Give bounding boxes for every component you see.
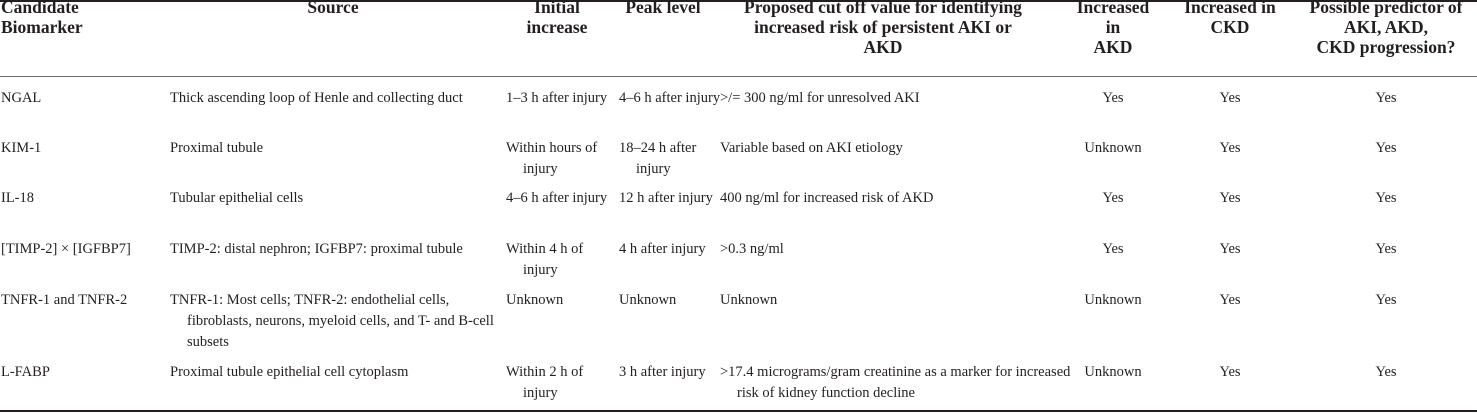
header-source: Source bbox=[307, 0, 359, 17]
cell-increased-akd: Yes bbox=[1102, 190, 1124, 206]
header-increased-ckd: Increased in CKD bbox=[1184, 0, 1276, 37]
cell-possible-predictor: Yes bbox=[1375, 292, 1397, 308]
cell-increased-ckd: Yes bbox=[1219, 364, 1241, 380]
cell-peak-level: Unknown bbox=[619, 292, 677, 308]
cell-biomarker: TNFR-1 and TNFR-2 bbox=[1, 292, 128, 308]
cell-initial-increase: 4–6 h after injury bbox=[506, 190, 608, 206]
cell-biomarker: L-FABP bbox=[1, 364, 50, 380]
cell-possible-predictor: Yes bbox=[1375, 241, 1397, 257]
cell-biomarker: IL-18 bbox=[1, 190, 35, 206]
cell-increased-akd: Unknown bbox=[1084, 140, 1142, 156]
cell-increased-ckd: Yes bbox=[1219, 241, 1241, 257]
cell-peak-level: 4 h after injury bbox=[619, 241, 706, 257]
header-peak-level: Peak level bbox=[625, 0, 701, 17]
cell-cutoff-value: >0.3 ng/ml bbox=[720, 241, 784, 257]
header-increased-akd: Increased in AKD bbox=[1076, 0, 1150, 57]
cell-cutoff-value: >/= 300 ng/ml for unresolved AKI bbox=[720, 90, 920, 106]
cell-source: Proximal tubule bbox=[170, 140, 264, 156]
cell-peak-level: 18–24 h after injury bbox=[619, 140, 697, 177]
cell-increased-ckd: Yes bbox=[1219, 140, 1241, 156]
cell-cutoff-value: Unknown bbox=[720, 292, 778, 308]
cell-possible-predictor: Yes bbox=[1375, 364, 1397, 380]
cell-source: TIMP-2: distal nephron; IGFBP7: proximal tubule bbox=[170, 241, 463, 257]
cell-initial-increase: Unknown bbox=[506, 292, 564, 308]
cell-biomarker: KIM-1 bbox=[1, 140, 42, 156]
cell-source: Thick ascending loop of Henle and collecting duct bbox=[170, 90, 463, 106]
cell-initial-increase: Within 2 h of injury bbox=[506, 364, 584, 401]
cell-possible-predictor: Yes bbox=[1375, 90, 1397, 106]
cell-increased-ckd: Yes bbox=[1219, 190, 1241, 206]
cell-peak-level: 12 h after injury bbox=[619, 190, 713, 206]
header-initial-increase: Initial increase bbox=[526, 0, 588, 37]
cell-increased-akd: Yes bbox=[1102, 90, 1124, 106]
cell-biomarker: NGAL bbox=[1, 90, 42, 106]
header-divider bbox=[0, 76, 1477, 77]
table-bottom-rule bbox=[0, 410, 1477, 412]
cell-increased-akd: Unknown bbox=[1084, 292, 1142, 308]
cell-possible-predictor: Yes bbox=[1375, 190, 1397, 206]
cell-biomarker: [TIMP-2] × [IGFBP7] bbox=[1, 241, 131, 257]
cell-initial-increase: Within 4 h of injury bbox=[506, 241, 584, 278]
cell-possible-predictor: Yes bbox=[1375, 140, 1397, 156]
cell-increased-akd: Yes bbox=[1102, 241, 1124, 257]
cell-initial-increase: Within hours of injury bbox=[506, 140, 598, 177]
header-possible-predictor: Possible predictor of AKI, AKD, CKD progression? bbox=[1309, 0, 1463, 57]
cell-cutoff-value: Variable based on AKI etiology bbox=[720, 140, 903, 156]
cell-initial-increase: 1–3 h after injury bbox=[506, 90, 608, 106]
header-candidate-biomarker: Candidate Biomarker bbox=[1, 0, 83, 37]
cell-source: Proximal tubule epithelial cell cytoplasm bbox=[170, 364, 409, 380]
cell-cutoff-value: >17.4 micrograms/gram creatinine as a marker for increased risk of kidney function decline bbox=[720, 364, 1071, 401]
cell-increased-akd: Unknown bbox=[1084, 364, 1142, 380]
cell-peak-level: 4–6 h after injury bbox=[619, 90, 721, 106]
cell-source: TNFR-1: Most cells; TNFR-2: endothelial cells, fibroblasts, neurons, myeloid cells, and T- and B-cell subsets bbox=[170, 292, 494, 350]
cell-cutoff-value: 400 ng/ml for increased risk of AKD bbox=[720, 190, 934, 206]
cell-peak-level: 3 h after injury bbox=[619, 364, 706, 380]
cell-source: Tubular epithelial cells bbox=[170, 190, 304, 206]
cell-increased-ckd: Yes bbox=[1219, 292, 1241, 308]
cell-increased-ckd: Yes bbox=[1219, 90, 1241, 106]
header-cutoff-value: Proposed cut off value for identifying increased risk of persistent AKI or AKD bbox=[744, 0, 1022, 57]
